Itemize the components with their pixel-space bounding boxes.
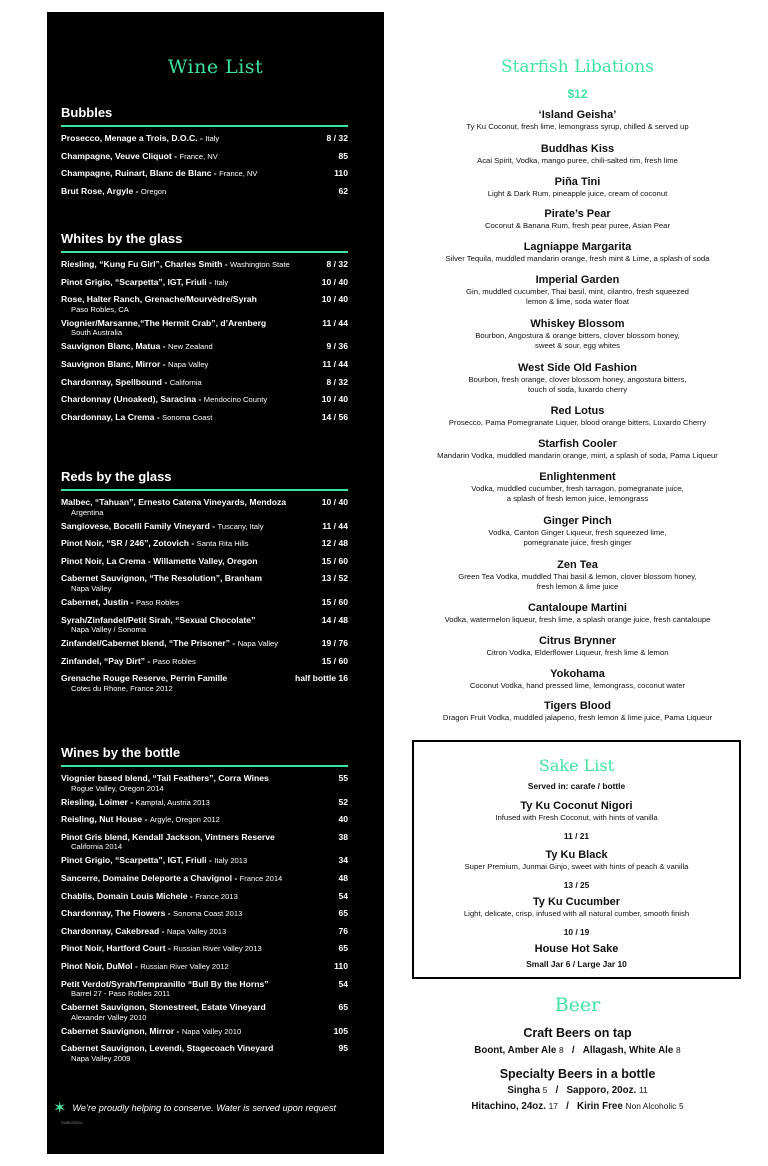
sake-item (414, 800, 739, 842)
wine-price: 62 (338, 185, 348, 196)
wine-subregion: Argentina (71, 507, 104, 517)
beer-price: 17 (548, 1101, 558, 1111)
wine-region: Argyle, Oregon 2012 (149, 815, 220, 825)
wine-item (61, 958, 348, 976)
wine-subregion: Paso Robles, CA (71, 304, 129, 314)
sake-description: Super Premium, Junmai Ginjo, sweet with hints of peach & vanilla (464, 862, 689, 871)
wine-subregion: Alexander Valley 2010 (71, 1012, 147, 1022)
wine-section-heading: Bubbles (61, 105, 348, 127)
sake-name: Ty Ku Cucumber (532, 896, 621, 908)
wine-item (61, 794, 348, 812)
cocktail-description: touch of soda, luxardo cherry (527, 385, 628, 394)
wine-price: half bottle 16 (294, 673, 348, 684)
wine-name: Zinfandel, “Pay Dirt” - (61, 655, 151, 666)
wine-region: Oregon (140, 186, 167, 196)
wine-item (61, 888, 348, 906)
wine-price: 19 / 76 (321, 638, 348, 649)
cocktail-name: Starfish Cooler (538, 438, 617, 450)
wine-price: 65 (338, 943, 348, 954)
cocktail-description: Citron Vodka, Elderflower Liqueur, fresh lime & lemon (486, 648, 669, 657)
cocktail-item (410, 109, 745, 132)
wine-section-heading: Wines by the bottle (61, 745, 348, 767)
cocktail-name: Red Lotus (550, 405, 605, 417)
wine-name: Petit Verdot/Syrah/Tempranillo “Bull By the Horns” (61, 978, 269, 989)
beer-name: Boont, Amber Ale (474, 1045, 557, 1056)
wine-region: Italy (214, 277, 229, 287)
wine-price: 14 / 48 (321, 614, 348, 625)
specialty-beers-line-2 (410, 1101, 745, 1112)
sake-item (414, 943, 739, 970)
cocktail-description: Bourbon, fresh orange, clover blossom honey, angostura bitters, (468, 375, 687, 384)
cocktail-name: Pirate’s Pear (544, 208, 611, 220)
beer-separator: / (555, 1085, 559, 1096)
wine-region: Italy (205, 134, 220, 143)
wine-subregion: Cotes du Rhone, France 2012 (71, 683, 173, 693)
wine-item (61, 130, 348, 148)
cocktail-item (410, 143, 745, 166)
sake-item (414, 849, 739, 891)
sake-price: 10 / 19 (563, 927, 590, 937)
sake-description: Infused with Fresh Coconut, with hints of vanilla (495, 813, 658, 822)
cocktail-description: lemon & lime, soda water float (526, 297, 629, 306)
wine-price: 11 / 44 (322, 520, 348, 531)
wine-name: Pinot Noir, DuMol - (61, 960, 138, 971)
wine-name: Brut Rose, Argyle - (61, 185, 139, 196)
wine-name: Pinot Noir, Hartford Court - (61, 943, 171, 954)
wine-region: Napa Valley (237, 639, 279, 649)
wine-region: New Zealand (167, 342, 213, 352)
wine-name: Champagne, Veuve Cliquot - (61, 150, 178, 161)
wine-section (61, 231, 348, 426)
wine-price: 110 (334, 960, 348, 971)
wine-price: 11 / 44 (322, 317, 348, 328)
wine-price: 13 / 52 (321, 573, 348, 584)
wine-item (61, 183, 348, 201)
sake-price: 11 / 21 (563, 831, 590, 841)
cocktail-item (410, 559, 745, 592)
cocktail-item (410, 362, 745, 395)
wine-name: Sancerre, Domaine Deleporte a Chavignol - (61, 872, 238, 883)
beer-price: 8 (559, 1045, 564, 1055)
wine-item (61, 1023, 348, 1041)
wine-price: 76 (338, 925, 348, 936)
wine-item (61, 535, 348, 553)
wine-region: Kamptal, Austria 2013 (135, 797, 210, 807)
wine-name: Chablis, Domain Louis Michele - (61, 890, 193, 901)
wine-name: Chardonnay, Cakebread - (61, 925, 165, 936)
cocktail-name: Whiskey Blossom (530, 318, 625, 330)
wine-section-heading: Whites by the glass (61, 231, 348, 253)
wine-price: 55 (338, 773, 348, 783)
wine-name: Cabernet Sauvignon, “The Resolution”, Branham (61, 573, 263, 584)
cocktail-description: Coconut & Banana Rum, fresh pear puree, Asian Pear (484, 221, 671, 230)
cocktail-description: Vodka, muddled cucumber, fresh tarragon, pomegranate juice, (471, 484, 684, 493)
wine-region: Washington State (230, 260, 290, 269)
wine-subregion: Napa Valley (71, 583, 112, 593)
cocktail-name: Citrus Brynner (538, 635, 617, 647)
wine-price: 14 / 56 (321, 411, 348, 422)
wine-price: 12 / 48 (321, 538, 348, 549)
cocktail-description: Ty Ku Coconut, fresh lime, lemongrass syrup, chilled & served up (466, 122, 689, 131)
cocktail-name: Ginger Pinch (543, 515, 612, 527)
conserve-text: We’re proudly helping to conserve. Water is served upon request (72, 1103, 337, 1113)
sake-served-note: Served in: carafe / bottle (527, 781, 626, 791)
wine-name: Cabernet Sauvignon, Levendi, Stagecoach Vineyard (61, 1043, 274, 1054)
wine-item (61, 940, 348, 958)
libations-price: $12 (567, 87, 588, 101)
wine-item (61, 409, 348, 427)
wine-price: 9 / 36 (326, 341, 348, 352)
cocktail-description: Silver Tequila, muddled mandarin orange, fresh mint & Lime, a splash of soda (445, 254, 710, 263)
cocktail-name: Zen Tea (557, 559, 598, 571)
wine-item (61, 148, 348, 166)
wine-region: Russian River Valley 2013 (173, 944, 262, 954)
wine-name: Chardonnay, Spellbound - (61, 376, 168, 387)
wine-price: 38 (338, 831, 348, 842)
wine-region: France, NV (219, 169, 258, 179)
cocktail-name: ‘Island Geisha’ (538, 109, 617, 121)
beer-price: 8 (676, 1045, 681, 1055)
wine-item (61, 553, 348, 571)
craft-beers-line (410, 1045, 745, 1056)
wine-price: 85 (338, 150, 348, 161)
wine-price: 8 / 32 (326, 133, 348, 143)
wine-subregion: Napa Valley / Sonoma (71, 625, 146, 635)
cocktail-description: Acai Spirit, Vodka, mango puree, chili-salted rim, fresh lime (477, 156, 678, 165)
cocktail-name: Imperial Garden (535, 274, 620, 286)
wine-price: 105 (333, 1025, 348, 1036)
specialty-beers-heading: Specialty Beers in a bottle (499, 1067, 656, 1081)
cocktail-name: Lagniappe Margarita (523, 241, 632, 253)
wine-name: Sauvignon Blanc, Mirror - (61, 358, 166, 369)
wine-price: 10 / 40 (321, 294, 348, 305)
wine-name: Riesling, “Kung Fu Girl”, Charles Smith - (61, 259, 228, 269)
wine-name: Cabernet, Justin - (61, 596, 134, 607)
wine-region: Paso Robles (135, 597, 180, 607)
libations-title: Starfish Libations (500, 57, 655, 77)
wine-price: 15 / 60 (321, 555, 348, 566)
cocktail-item (410, 635, 745, 658)
wine-subregion: Rogue Valley, Oregon 2014 (71, 783, 164, 793)
cocktail-description: Bourbon, Angostura & orange bitters, clover blossom honey, (475, 331, 680, 340)
wine-price: 8 / 32 (326, 376, 348, 387)
beer-name: Sapporo, 20oz. (566, 1085, 637, 1096)
cocktail-item (410, 405, 745, 428)
cocktail-description: Coconut Vodka, hand pressed lime, lemongrass, coconut water (469, 681, 686, 690)
wine-item (61, 165, 348, 183)
wine-price: 11 / 44 (322, 358, 348, 369)
wine-subregion: South Australia (71, 328, 123, 338)
wine-list-panel (47, 12, 384, 1154)
wine-name: Chardonnay (Unoaked), Saracina - (61, 394, 202, 405)
sake-name: Ty Ku Coconut Nigori (520, 800, 633, 812)
wine-price: 10 / 40 (321, 394, 348, 405)
beer-price: 11 (638, 1085, 648, 1095)
wine-item (61, 653, 348, 671)
wine-region: Napa Valley 2010 (181, 1026, 242, 1036)
sake-name: House Hot Sake (534, 943, 619, 955)
wine-region: California (169, 377, 202, 387)
wine-price: 65 (338, 1002, 348, 1013)
wine-subregion: Napa Valley 2009 (71, 1053, 131, 1063)
beer-note: Non Alcoholic (625, 1101, 677, 1111)
wine-name: Malbec, “Tahuan”, Ernesto Catena Vineyards, Mendoza (61, 497, 287, 507)
wine-price: 48 (338, 872, 348, 883)
starfish-icon: ✶ (53, 1100, 67, 1117)
wine-region: Napa Valley 2013 (166, 926, 227, 936)
wine-item (61, 518, 348, 536)
wine-name: Pinot Grigio, “Scarpetta”, IGT, Friuli - (61, 855, 212, 866)
wine-item (61, 905, 348, 923)
craft-beers-heading: Craft Beers on tap (523, 1026, 632, 1040)
wine-section (61, 469, 348, 694)
wine-name: Sauvignon Blanc, Matua - (61, 341, 166, 352)
wine-price: 34 (338, 855, 348, 866)
wine-section (61, 745, 348, 1064)
cocktail-item (410, 241, 745, 264)
wine-item (61, 338, 348, 356)
wine-price: 54 (338, 890, 348, 901)
wine-name: Cabernet Sauvignon, Mirror - (61, 1025, 180, 1036)
beer-name: Allagash, White Ale (582, 1045, 674, 1056)
wine-name: Viognier/Marsanne,“The Hermit Crab”, d’Arenberg (61, 317, 267, 328)
wine-name: Reisling, Nut House - (61, 814, 148, 825)
cocktail-name: Piña Tini (554, 176, 601, 188)
wine-price: 54 (338, 978, 348, 989)
wine-price: 110 (334, 168, 348, 179)
cocktail-item (410, 471, 745, 504)
wine-price: 15 / 60 (321, 655, 348, 666)
wine-name: Zinfandel/Cabernet blend, “The Prisoner” - (61, 638, 236, 649)
wine-name: Chardonnay, The Flowers - (61, 908, 171, 919)
sake-list-box (412, 740, 741, 979)
sake-price: 13 / 25 (563, 880, 590, 890)
cocktail-description: Prosecco, Pama Pomegranate Liquer, blood orange bitters, Luxardo Cherry (448, 418, 707, 427)
sake-list-title: Sake List (538, 756, 615, 775)
cocktail-item (410, 318, 745, 351)
cocktail-name: Cantaloupe Martini (527, 602, 627, 614)
cocktail-description: Light & Dark Rum, pineapple juice, cream of coconut (487, 189, 668, 198)
wine-name: Syrah/Zinfandel/Petit Sirah, “Sexual Chocolate” (61, 614, 256, 625)
beer-name: Singha (507, 1085, 541, 1096)
wine-region: Sonoma Coast (162, 412, 213, 422)
wine-section (61, 105, 348, 200)
wine-price: 10 / 40 (321, 497, 348, 507)
wine-price: 52 (338, 796, 348, 807)
sake-name: Ty Ku Black (545, 849, 608, 861)
cocktail-item (410, 602, 745, 625)
cocktail-description: a splash of fresh lemon juice, lemongrass (506, 494, 649, 503)
cocktail-name: Enlightenment (539, 471, 616, 483)
wine-name: Prosecco, Menage a Trois, D.O.C. - (61, 133, 203, 143)
cocktail-description: Dragon Fruit Vodka, muddled jalapeno, fresh lemon & lime juice, Pama Liqueur (442, 713, 713, 722)
wine-price: 65 (338, 908, 348, 919)
wine-item (61, 356, 348, 374)
cocktail-description: Green Tea Vodka, muddled Thai basil & lemon, clover blossom honey, (458, 572, 697, 581)
wine-region: France, NV (179, 151, 218, 161)
cocktail-description: sweet & sour, egg whites (534, 341, 621, 350)
beer-price: 5 (679, 1101, 684, 1111)
wine-item (61, 391, 348, 409)
wine-region: Santa Rita Hills (196, 539, 249, 549)
wine-name: Viognier based blend, “Tail Feathers”, Corra Wines (61, 773, 269, 783)
beer-name: Kirin Free (577, 1101, 623, 1112)
wine-name: Grenache Rouge Reserve, Perrin Famille (61, 673, 228, 684)
beer-price: 5 (542, 1085, 548, 1095)
wine-subregion: California 2014 (71, 842, 123, 852)
wine-region: France 2014 (239, 873, 283, 883)
cocktail-item (410, 438, 745, 461)
wine-name: Cabernet Sauvignon, Stonestreet, Estate Vineyard (61, 1002, 266, 1013)
cocktail-description: pomegranate juice, fresh ginger (523, 538, 632, 547)
cocktail-name: Tigers Blood (543, 700, 612, 712)
cocktail-description: fresh lemon & lime juice (536, 582, 619, 591)
wine-item (61, 594, 348, 612)
cocktail-item (410, 274, 745, 307)
wine-region: Russian River Valley 2012 (140, 961, 229, 971)
cocktail-item (410, 700, 745, 723)
wine-name: Rose, Halter Ranch, Grenache/Mourvèdre/Syrah (61, 294, 257, 305)
wine-item (61, 256, 348, 274)
wine-region: Sonoma Coast 2013 (173, 909, 243, 919)
conserve-note (53, 1098, 336, 1118)
sake-price: Small Jar 6 / Large Jar 10 (526, 959, 627, 969)
cocktail-name: Yokohama (550, 668, 605, 680)
wine-region: Mendocino County (203, 395, 268, 405)
wine-name: Pinot Grigio, “Scarpetta”, IGT, Friuli - (61, 276, 212, 287)
wine-region: Napa Valley (167, 359, 209, 369)
wine-item (61, 274, 348, 292)
wine-price: 8 / 32 (326, 259, 348, 269)
wine-section-heading: Reds by the glass (61, 469, 348, 491)
sake-description: Light, delicate, crisp, infused with all natural cumber, smooth finish (463, 909, 690, 918)
wine-name: Pinot Noir, La Crema - Willamette Valley, Oregon (61, 555, 258, 566)
beer-title: Beer (554, 994, 601, 1016)
wine-price: 15 / 60 (321, 596, 348, 607)
wine-item (61, 811, 348, 829)
wine-list-title: Wine List (167, 56, 264, 78)
wine-price: 10 / 40 (321, 276, 348, 287)
wine-item (61, 635, 348, 653)
beer-separator: / (571, 1045, 575, 1056)
beer-separator: / (566, 1101, 569, 1112)
beer-name: Hitachino, 24oz. (471, 1101, 546, 1112)
sake-item (414, 896, 739, 938)
wine-subregion: Barrel 27 - Paso Robles 2011 (71, 989, 171, 999)
wine-item (61, 870, 348, 888)
specialty-beers-line-1 (410, 1085, 745, 1096)
cocktail-item (410, 668, 745, 691)
cocktail-item (410, 515, 745, 548)
wine-item (61, 923, 348, 941)
wine-region: Paso Robles (152, 656, 196, 666)
wine-region: France 2013 (195, 891, 238, 901)
wine-region: Tuscany, Italy (217, 521, 264, 531)
cocktail-name: Buddhas Kiss (540, 143, 615, 155)
wine-name: Riesling, Loimer - (61, 796, 134, 807)
menu-code: SUB020316 (61, 1120, 83, 1125)
cocktail-description: Vodka, Canton Ginger Liqueur, fresh squeezed lime, (488, 528, 667, 537)
cocktail-description: Vodka, watermelon liqueur, fresh lime, a splash orange juice, fresh cantaloupe (444, 615, 711, 624)
cocktail-item (410, 176, 745, 199)
wine-name: Pinot Gris blend, Kendall Jackson, Vintners Reserve (61, 831, 275, 842)
wine-name: Chardonnay, La Crema - (61, 411, 160, 422)
cocktail-description: Mandarin Vodka, muddled mandarin orange, mint, a splash of soda, Pama Liqueur (437, 451, 718, 460)
wine-name: Champagne, Ruinart, Blanc de Blanc - (61, 168, 217, 179)
cocktail-description: Gin, muddled cucumber, Thai basil, mint, cilantro, fresh squeezed (466, 287, 689, 296)
cocktail-item (410, 208, 745, 231)
wine-name: Sangiovese, Bocelli Family Vineyard - (61, 520, 216, 531)
wine-region: Italy 2013 (214, 856, 248, 866)
wine-name: Pinot Noir, “SR / 246”, Zotovich - (61, 538, 195, 549)
wine-price: 95 (338, 1043, 348, 1054)
cocktail-name: West Side Old Fashion (518, 362, 637, 374)
wine-item (61, 852, 348, 870)
wine-price: 40 (338, 814, 348, 825)
wine-item (61, 374, 348, 392)
